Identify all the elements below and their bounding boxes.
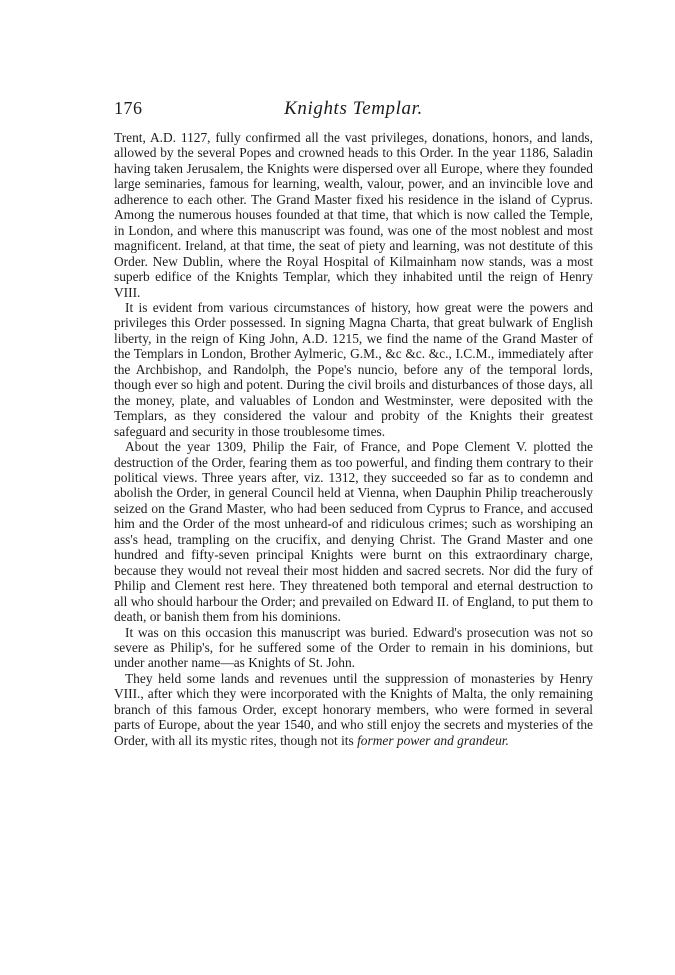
paragraph-2: It is evident from various circumstances of history, how great were the powers and privileges this Order possessed. In signing Magna Charta, that great bulwark of English liberty, in the reign of King John, A.D. 1215, we find the name of the Grand Master of the Templars in London, Brother Aylmeric, G.M., &c &c. &c., I.C.M., immediately after the Archbishop, and Randolph, the Pope's nuncio, before any of the temporal lords, though ever so high and potent. During the civil broils and disturbances of those days, all the money, plate, and valuables of London and Westminster, were deposited with the Templars, as they considered the valour and probity of the Knights their greatest safeguard and security in those troublesome times. [114,299,593,439]
paragraph-5-text: They held some lands and revenues until the suppression of monasteries by Henry VIII., after which they were incorporated with the Knights of Malta, the only remaining branch of this famous Order, except honorary members, who were formed in several parts of Europe, about the year 1540, and who still enjoy the secrets and mysteries of the Order, with all its mystic rites, though not its [114,670,593,748]
paragraph-4: It was on this occasion this manuscript was buried. Edward's prosecution was not so severe as Philip's, for he suffered some of the Order to remain in his dominions, but under another name—as Knights of St. John. [114,624,593,671]
body-text [114,130,593,748]
paragraph-5-italic-tail: former power and grandeur. [357,732,509,748]
page-header [114,98,593,126]
paragraph-3: About the year 1309, Philip the Fair, of France, and Pope Clement V. plotted the destruction of the Order, fearing them as too powerful, and finding them contrary to their political views. Three years after, viz. 1312, they succeeded so far as to condemn and abolish the Order, in general Council held at Vienna, when Dauphin Philip treacherously seized on the Grand Master, who had been seduced from Cyprus to France, and accused him and the Order of the most unheard-of and ridiculous crimes; such as worshiping an ass's head, trampling on the crucifix, and denying Christ. The Grand Master and one hundred and fifty-seven principal Knights were burnt on this extraordinary charge, because they would not reveal their most hidden and sacred secrets. Nor did the fury of Philip and Clement rest here. They threatened both temporal and eternal destruction to all who should harbour the Order; and prevailed on Edward II. of England, to put them to death, or banish them from his dominions. [114,439,593,625]
running-head: Knights Templar. [284,98,423,119]
page-number: 176 [114,98,143,118]
paragraph-5 [114,671,593,748]
paragraph-1: Trent, A.D. 1127, fully confirmed all the vast privileges, donations, honors, and lands, allowed by the several Popes and crowned heads to this Order. In the year 1186, Saladin having taken Jerusalem, the Knights were dispersed over all Europe, where they founded large seminaries, famous for learning, wealth, valour, power, and an invincible love and adherence to each other. The Grand Master fixed his residence in the island of Cyprus. Among the numerous houses founded at that time, that which is now called the Temple, in London, and where this manuscript was found, was one of the most noblest and most magnificent. Ireland, at that time, the seat of piety and learning, was not destitute of this Order. New Dublin, where the Royal Hospital of Kilmainham now stands, was a most superb edifice of the Knights Templar, which they inhabited until the reign of Henry VIII. [114,130,593,300]
